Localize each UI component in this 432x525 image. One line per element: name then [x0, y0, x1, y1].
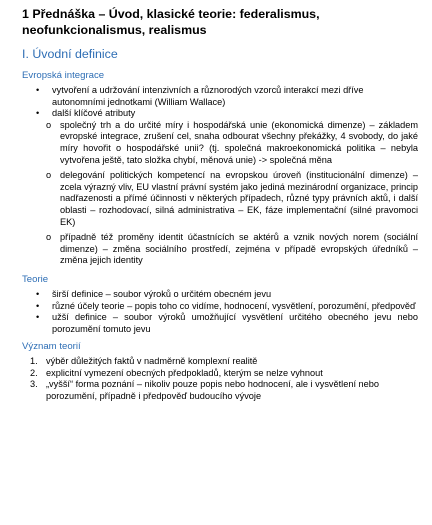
circle-marker: o [46, 232, 52, 243]
list-number: 2. [30, 367, 38, 378]
bullet-marker: • [36, 108, 40, 119]
list-item-text: vytvoření a udržování intenzivních a různorodých vzorců interakcí mezi dříve autonomními jednotkami (William Wallace) [52, 85, 364, 107]
list-item-text: další klíčové atributy [52, 108, 136, 119]
list-item [32, 312, 418, 335]
list-item-text: „vyšší“ forma poznání – nikoliv pouze popis nebo hodnocení, ale i vysvětlení nebo porozumění, případně i předpověď budoucího vývoje [46, 379, 379, 402]
list-item [42, 120, 418, 166]
list-item-text: užší definice – soubor výroků umožňující vysvětlení určitého obecného jevu nebo porozumění tomuto jevu [52, 312, 418, 334]
document-title: 1 Přednáška – Úvod, klasické teorie: federalismus, neofunkcionalismus, realismus [22, 7, 320, 37]
circle-marker: o [46, 119, 52, 130]
list-item [32, 301, 418, 313]
theory-bullet-list [22, 289, 418, 335]
list-item [32, 289, 418, 301]
bullet-marker: • [36, 312, 40, 323]
section-heading-theory: Teorie [22, 273, 49, 285]
list-item-text: explicitní vymezení obecných předpokladů, kterým se nelze vyhnout [46, 367, 323, 378]
bullet-marker: • [36, 300, 40, 311]
list-item-text: různé účely teorie – popis toho co vidíme, hodnocení, vysvětlení, porozumění, předpověď [52, 300, 416, 311]
list-number: 1. [30, 356, 38, 367]
list-item-text: delegování politických kompetencí na evropskou úroveň (institucionální dimenze) – zcela výrazný vliv, EU vlastní právní systém jako jediná mezinárodní organizace, princip nadřazenosti a přímé účinnosti v některých případech, různé typy právních aktů, i další oblasti – rozhodovací, silná administrativa – EK, fáze implementační (silné pravomoci EK) [60, 170, 418, 227]
list-item [30, 368, 418, 380]
list-item [30, 356, 418, 368]
list-number: 3. [30, 379, 38, 390]
list-item-text: výběr důležitých faktů v nadměrně komplexní realitě [46, 356, 258, 367]
importance-numbered-list [22, 356, 418, 402]
list-item-text: společný trh a do určité míry i hospodářská unie (ekonomická dimenze) – základem evropské integrace, zrušení cel, snaha odbourat všechny překážky, 4 svobody, do jaké míry hovořit o hospodářské unii? (tj. společná makroekonomická politika – nebyla vytvořena ještě, tato složka chybí, měnová unie) -> společná měna [60, 119, 418, 165]
circle-marker: o [46, 170, 52, 181]
list-item-text: širší definice – soubor výroků o určitém obecném jevu [52, 288, 272, 299]
bullet-marker: • [36, 85, 40, 95]
attributes-sublist [22, 120, 418, 267]
subheading-european-integration: Evropská integrace [22, 70, 105, 81]
bullet-marker: • [36, 288, 40, 299]
section-heading-importance: Význam teorií [22, 341, 81, 353]
list-item [30, 379, 418, 402]
integration-bullet-list [22, 85, 418, 120]
section-heading-intro: I. Úvodní definice [22, 47, 118, 61]
list-item-text: případně též proměny identit účastnících se aktérů a vznik nových norem (sociální dimenze) – změna sociálního prostředí, zejména v případě evropských úředníků – změna jejich identity [60, 232, 418, 266]
list-item [42, 232, 418, 267]
list-item [42, 170, 418, 228]
list-item [32, 85, 418, 108]
list-item [32, 108, 418, 120]
